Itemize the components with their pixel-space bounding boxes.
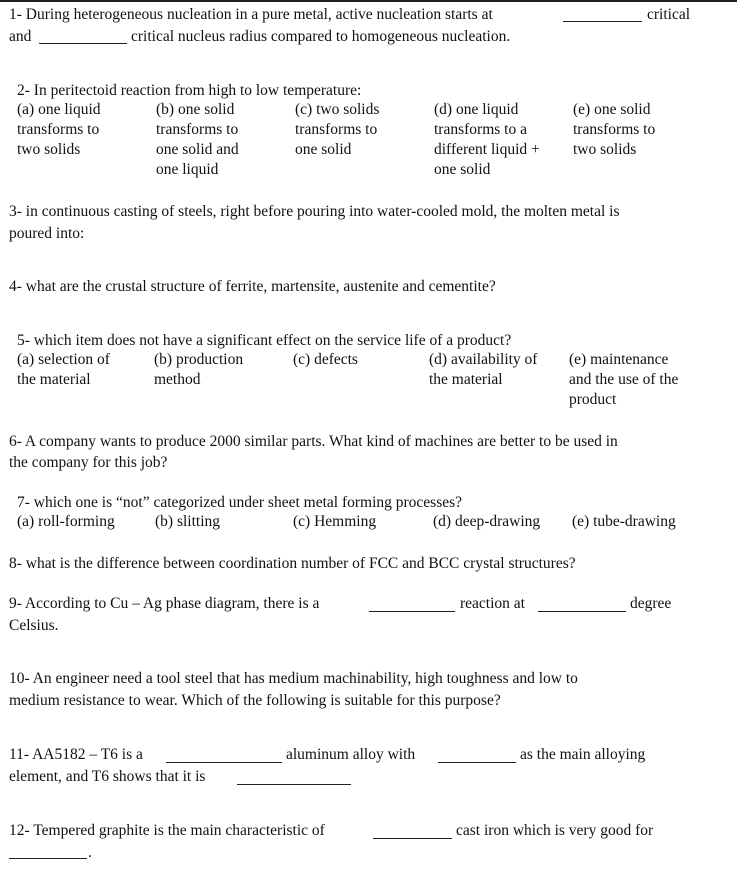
q12-line1b: cast iron which is very good for [456, 822, 654, 839]
q7-option-b[interactable]: (b) slitting [155, 513, 221, 530]
q3-line2: poured into: [9, 225, 85, 242]
q11-line1a: 11- AA5182 – T6 is a [9, 746, 143, 763]
q1-word-and: and [9, 28, 32, 45]
q5-option-a[interactable]: (a) selection of the material [17, 351, 110, 388]
q5-options [17, 350, 714, 410]
q3-line1: 3- in continuous casting of steels, right before pouring into water-cooled mold, the molten metal is [9, 203, 620, 220]
q7-option-c[interactable]: (c) Hemming [293, 513, 377, 530]
q5-option-d[interactable]: (d) availability of the material [429, 351, 538, 388]
q8-line1: 8- what is the difference between coordination number of FCC and BCC crystal structures? [9, 555, 576, 572]
q9-line1a: 9- According to Cu – Ag phase diagram, there is a [9, 595, 320, 612]
q10-line2: medium resistance to wear. Which of the following is suitable for this purpose? [9, 692, 501, 709]
q12-period: . [88, 844, 92, 861]
q2-option-d[interactable]: (d) one liquid transforms to a different liquid + one solid [434, 101, 540, 178]
q12-blank-2[interactable] [9, 858, 87, 859]
q11-blank-3[interactable] [237, 784, 351, 785]
q9-line1b: reaction at [460, 595, 525, 612]
q2-options [17, 100, 703, 180]
q2-prompt: 2- In peritectoid reaction from high to low temperature: [17, 82, 362, 99]
q2-option-c[interactable]: (c) two solids transforms to one solid [295, 101, 380, 158]
q1-blank-2[interactable] [39, 43, 127, 44]
q5-prompt: 5- which item does not have a significant effect on the service life of a product? [17, 332, 512, 349]
q12-line1a: 12- Tempered graphite is the main characteristic of [9, 822, 325, 839]
q9-blank-1[interactable] [369, 611, 455, 612]
q1-word-critical: critical [647, 6, 691, 23]
q7-option-a[interactable]: (a) roll-forming [17, 513, 115, 530]
q11-line1b: aluminum alloy with [286, 746, 416, 763]
q7-option-e[interactable]: (e) tube-drawing [572, 513, 676, 530]
q1-blank-1[interactable] [563, 21, 642, 22]
q9-line2: Celsius. [9, 617, 59, 634]
q12-blank-1[interactable] [373, 838, 452, 839]
q2-option-e[interactable]: (e) one solid transforms to two solids [573, 101, 656, 158]
q11-blank-2[interactable] [438, 762, 516, 763]
q7-option-d[interactable]: (d) deep-drawing [433, 513, 541, 530]
q11-line1c: as the main alloying [520, 746, 646, 763]
q6-line2: the company for this job? [9, 454, 168, 471]
q6-line1: 6- A company wants to produce 2000 similar parts. What kind of machines are better to be used in [9, 433, 618, 450]
q7-options [17, 512, 702, 532]
top-rule [0, 0, 737, 2]
q4-line1: 4- what are the crustal structure of ferrite, martensite, austenite and cementite? [9, 278, 496, 295]
q1-line1: 1- During heterogeneous nucleation in a pure metal, active nucleation starts at [9, 6, 493, 23]
q9-line1c: degree [630, 595, 672, 612]
q10-line1: 10- An engineer need a tool steel that has medium machinability, high toughness and low to [9, 670, 578, 687]
q2-option-b[interactable]: (b) one solid transforms to one solid and one liquid [156, 101, 239, 178]
q7-prompt: 7- which one is “not” categorized under sheet metal forming processes? [17, 494, 463, 511]
q9-blank-2[interactable] [538, 611, 626, 612]
q1-line2: critical nucleus radius compared to homogeneous nucleation. [131, 28, 511, 45]
q2-option-a[interactable]: (a) one liquid transforms to two solids [17, 101, 101, 158]
q5-option-b[interactable]: (b) production method [154, 351, 244, 388]
q5-option-e[interactable]: (e) maintenance and the use of the product [569, 351, 679, 408]
q5-option-c[interactable]: (c) defects [293, 351, 358, 368]
q11-blank-1[interactable] [166, 762, 282, 763]
q11-line2: element, and T6 shows that it is [9, 768, 206, 785]
